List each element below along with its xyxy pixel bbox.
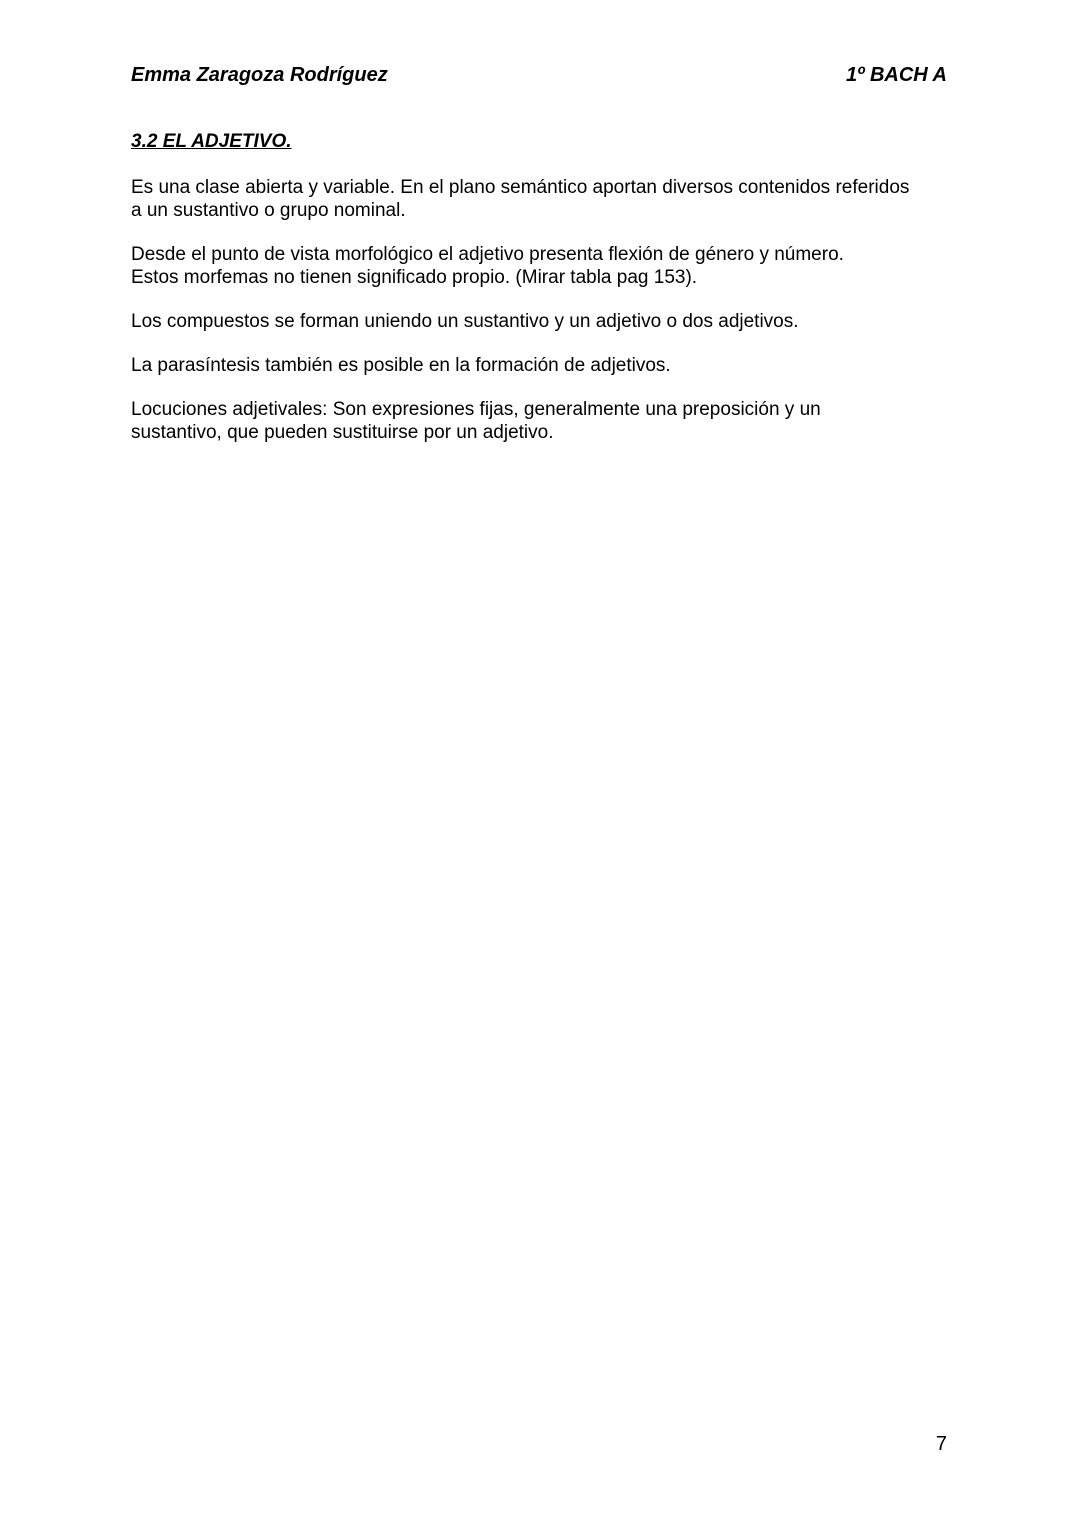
paragraph-line: Desde el punto de vista morfológico el adjetivo presenta flexión de género y número. [131,244,844,265]
paragraph-line: Estos morfemas no tienen significado propio. (Mirar tabla pag 153). [131,267,698,288]
paragraph-line: Los compuestos se forman uniendo un sustantivo y un adjetivo o dos adjetivos. [131,311,799,332]
paragraph-line: a un sustantivo o grupo nominal. [131,200,406,221]
paragraph-definition [131,176,951,222]
section-title: 3.2 EL ADJETIVO. [131,131,292,152]
paragraph-line: sustantivo, que pueden sustituirse por un adjetivo. [131,422,554,443]
author-name: Emma Zaragoza Rodríguez [131,64,388,86]
paragraph-line: Es una clase abierta y variable. En el plano semántico aportan diversos contenidos referidos [131,177,910,198]
paragraph-parasynthesis [131,354,951,377]
class-label: 1º BACH A [845,64,947,86]
page-number: 7 [935,1433,947,1455]
paragraph-compounds [131,310,951,333]
document-body [131,130,951,465]
paragraph-line: La parasíntesis también es posible en la formación de adjetivos. [131,355,671,376]
paragraph-line: Locuciones adjetivales: Son expresiones fijas, generalmente una preposición y un [131,399,821,420]
paragraph-locutions [131,398,951,444]
paragraph-morphology [131,243,951,289]
